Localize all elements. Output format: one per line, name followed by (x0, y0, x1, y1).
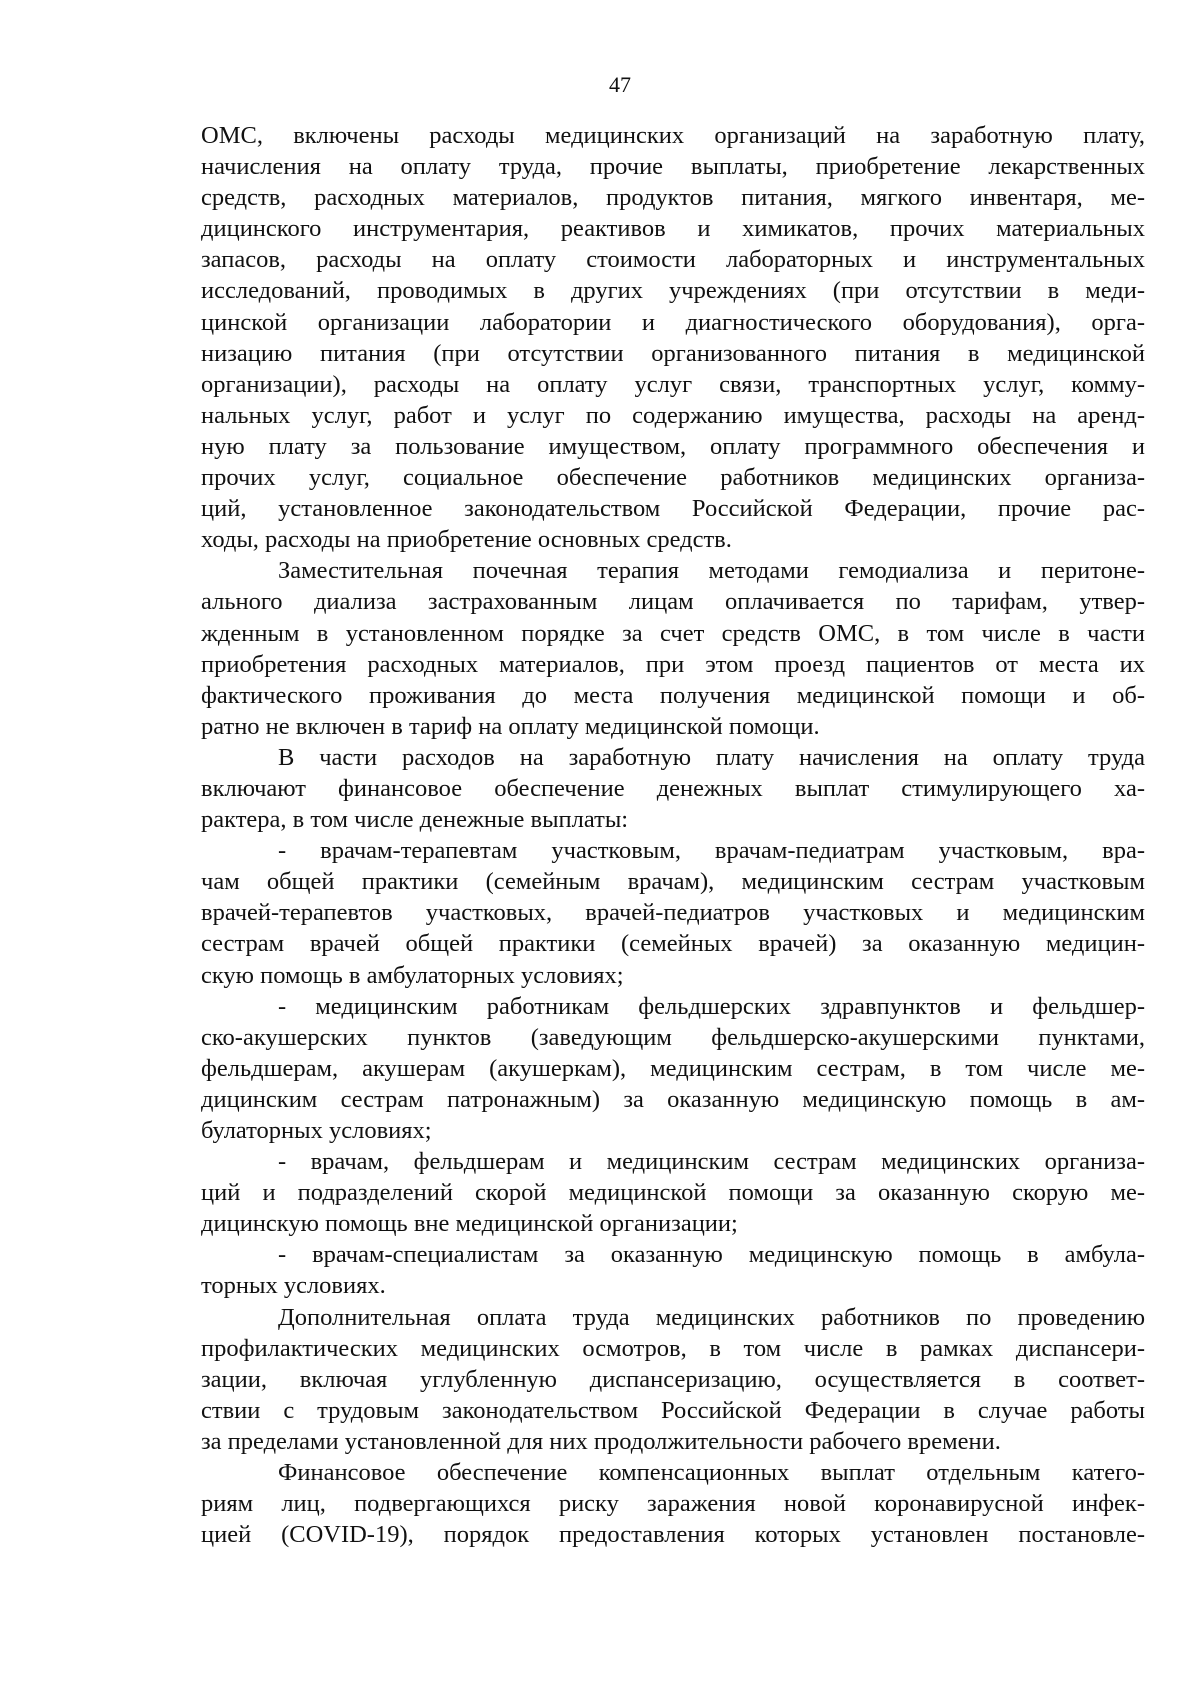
text-line: фельдшерам, акушерам (акушеркам), медицинским сестрам, в том числе ме- (201, 1054, 1145, 1082)
text-line: организации), расходы на оплату услуг связи, транспортных услуг, комму- (201, 370, 1145, 398)
text-line: низацию питания (при отсутствии организованного питания в медицинской (201, 339, 1145, 367)
text-line: приобретения расходных материалов, при этом проезд пациентов от места их (201, 650, 1145, 678)
page-number: 47 (609, 72, 631, 97)
text-line: ратно не включен в тариф на оплату медицинской помощи. (201, 712, 820, 740)
text-line: ального диализа застрахованным лицам оплачивается по тарифам, утвер- (201, 588, 1145, 616)
text-line: сестрам врачей общей практики (семейных врачей) за оказанную медицин- (201, 930, 1145, 958)
text-line: ную плату за пользование имуществом, оплату программного обеспечения и (201, 432, 1145, 460)
text-line: ций и подразделений скорой медицинской помощи за оказанную скорую ме- (201, 1179, 1145, 1207)
text-line: ОМС, включены расходы медицинских организаций на заработную плату, (201, 122, 1145, 149)
text-line: Дополнительная оплата труда медицинских работников по проведению (278, 1303, 1145, 1331)
text-line: цией (COVID-19), порядок предоставления которых установлен постановле- (201, 1521, 1145, 1549)
text-line: врачей-терапевтов участковых, врачей-педиатров участковых и медицинским (201, 899, 1145, 927)
document-body (201, 120, 1145, 1550)
text-line: исследований, проводимых в других учреждениях (при отсутствии в меди- (201, 277, 1145, 305)
text-line: ствии с трудовым законодательством Российской Федерации в случае работы (201, 1396, 1145, 1424)
text-line: цинской организации лаборатории и диагностического оборудования), орга- (201, 308, 1145, 336)
text-line: булаторных условиях; (201, 1117, 432, 1144)
text-line: нальных услуг, работ и услуг по содержанию имущества, расходы на аренд- (201, 401, 1145, 429)
text-line: дицинского инструментария, реактивов и химикатов, прочих материальных (201, 215, 1145, 243)
text-line: - врачам, фельдшерам и медицинским сестрам медицинских организа- (278, 1148, 1145, 1176)
text-line: средств, расходных материалов, продуктов питания, мягкого инвентаря, ме- (201, 184, 1145, 212)
text-line: дицинским сестрам патронажным) за оказанную медицинскую помощь в ам- (201, 1085, 1145, 1113)
text-line: начисления на оплату труда, прочие выплаты, приобретение лекарственных (201, 153, 1145, 181)
text-line: зации, включая углубленную диспансеризацию, осуществляется в соответ- (201, 1365, 1145, 1393)
text-line: ходы, расходы на приобретение основных средств. (201, 526, 732, 554)
text-line: торных условиях. (201, 1272, 386, 1300)
text-line: за пределами установленной для них продолжительности рабочего времени. (201, 1427, 1001, 1455)
text-line: включают финансовое обеспечение денежных выплат стимулирующего ха- (201, 774, 1145, 802)
text-line: риям лиц, подвергающихся риску заражения новой коронавирусной инфек- (201, 1490, 1145, 1518)
text-line: скую помощь в амбулаторных условиях; (201, 961, 624, 989)
text-line: - врачам-терапевтам участковым, врачам-педиатрам участковым, вра- (278, 837, 1145, 865)
text-line: - врачам-специалистам за оказанную медицинскую помощь в амбула- (278, 1241, 1145, 1269)
text-line: чам общей практики (семейным врачам), медицинским сестрам участковым (201, 868, 1145, 896)
text-line: профилактических медицинских осмотров, в том числе в рамках диспансери- (201, 1334, 1145, 1362)
text-line: рактера, в том числе денежные выплаты: (201, 806, 629, 834)
text-line: ций, установленное законодательством Российской Федерации, прочие рас- (201, 495, 1145, 523)
text-line: запасов, расходы на оплату стоимости лабораторных и инструментальных (201, 246, 1145, 274)
text-line: ско-акушерских пунктов (заведующим фельдшерско-акушерскими пунктами, (201, 1023, 1145, 1051)
text-line: Финансовое обеспечение компенсационных выплат отдельным катего- (278, 1459, 1145, 1487)
text-line: жденным в установленном порядке за счет средств ОМС, в том числе в части (201, 619, 1145, 647)
text-line: фактического проживания до места получения медицинской помощи и об- (201, 681, 1145, 709)
text-line: дицинскую помощь вне медицинской организации; (201, 1210, 738, 1238)
text-line: - медицинским работникам фельдшерских здравпунктов и фельдшер- (278, 992, 1145, 1020)
text-line: В части расходов на заработную плату начисления на оплату труда (278, 743, 1145, 771)
text-line: прочих услуг, социальное обеспечение работников медицинских организа- (201, 464, 1145, 492)
text-line: Заместительная почечная терапия методами гемодиализа и перитоне- (278, 557, 1145, 585)
